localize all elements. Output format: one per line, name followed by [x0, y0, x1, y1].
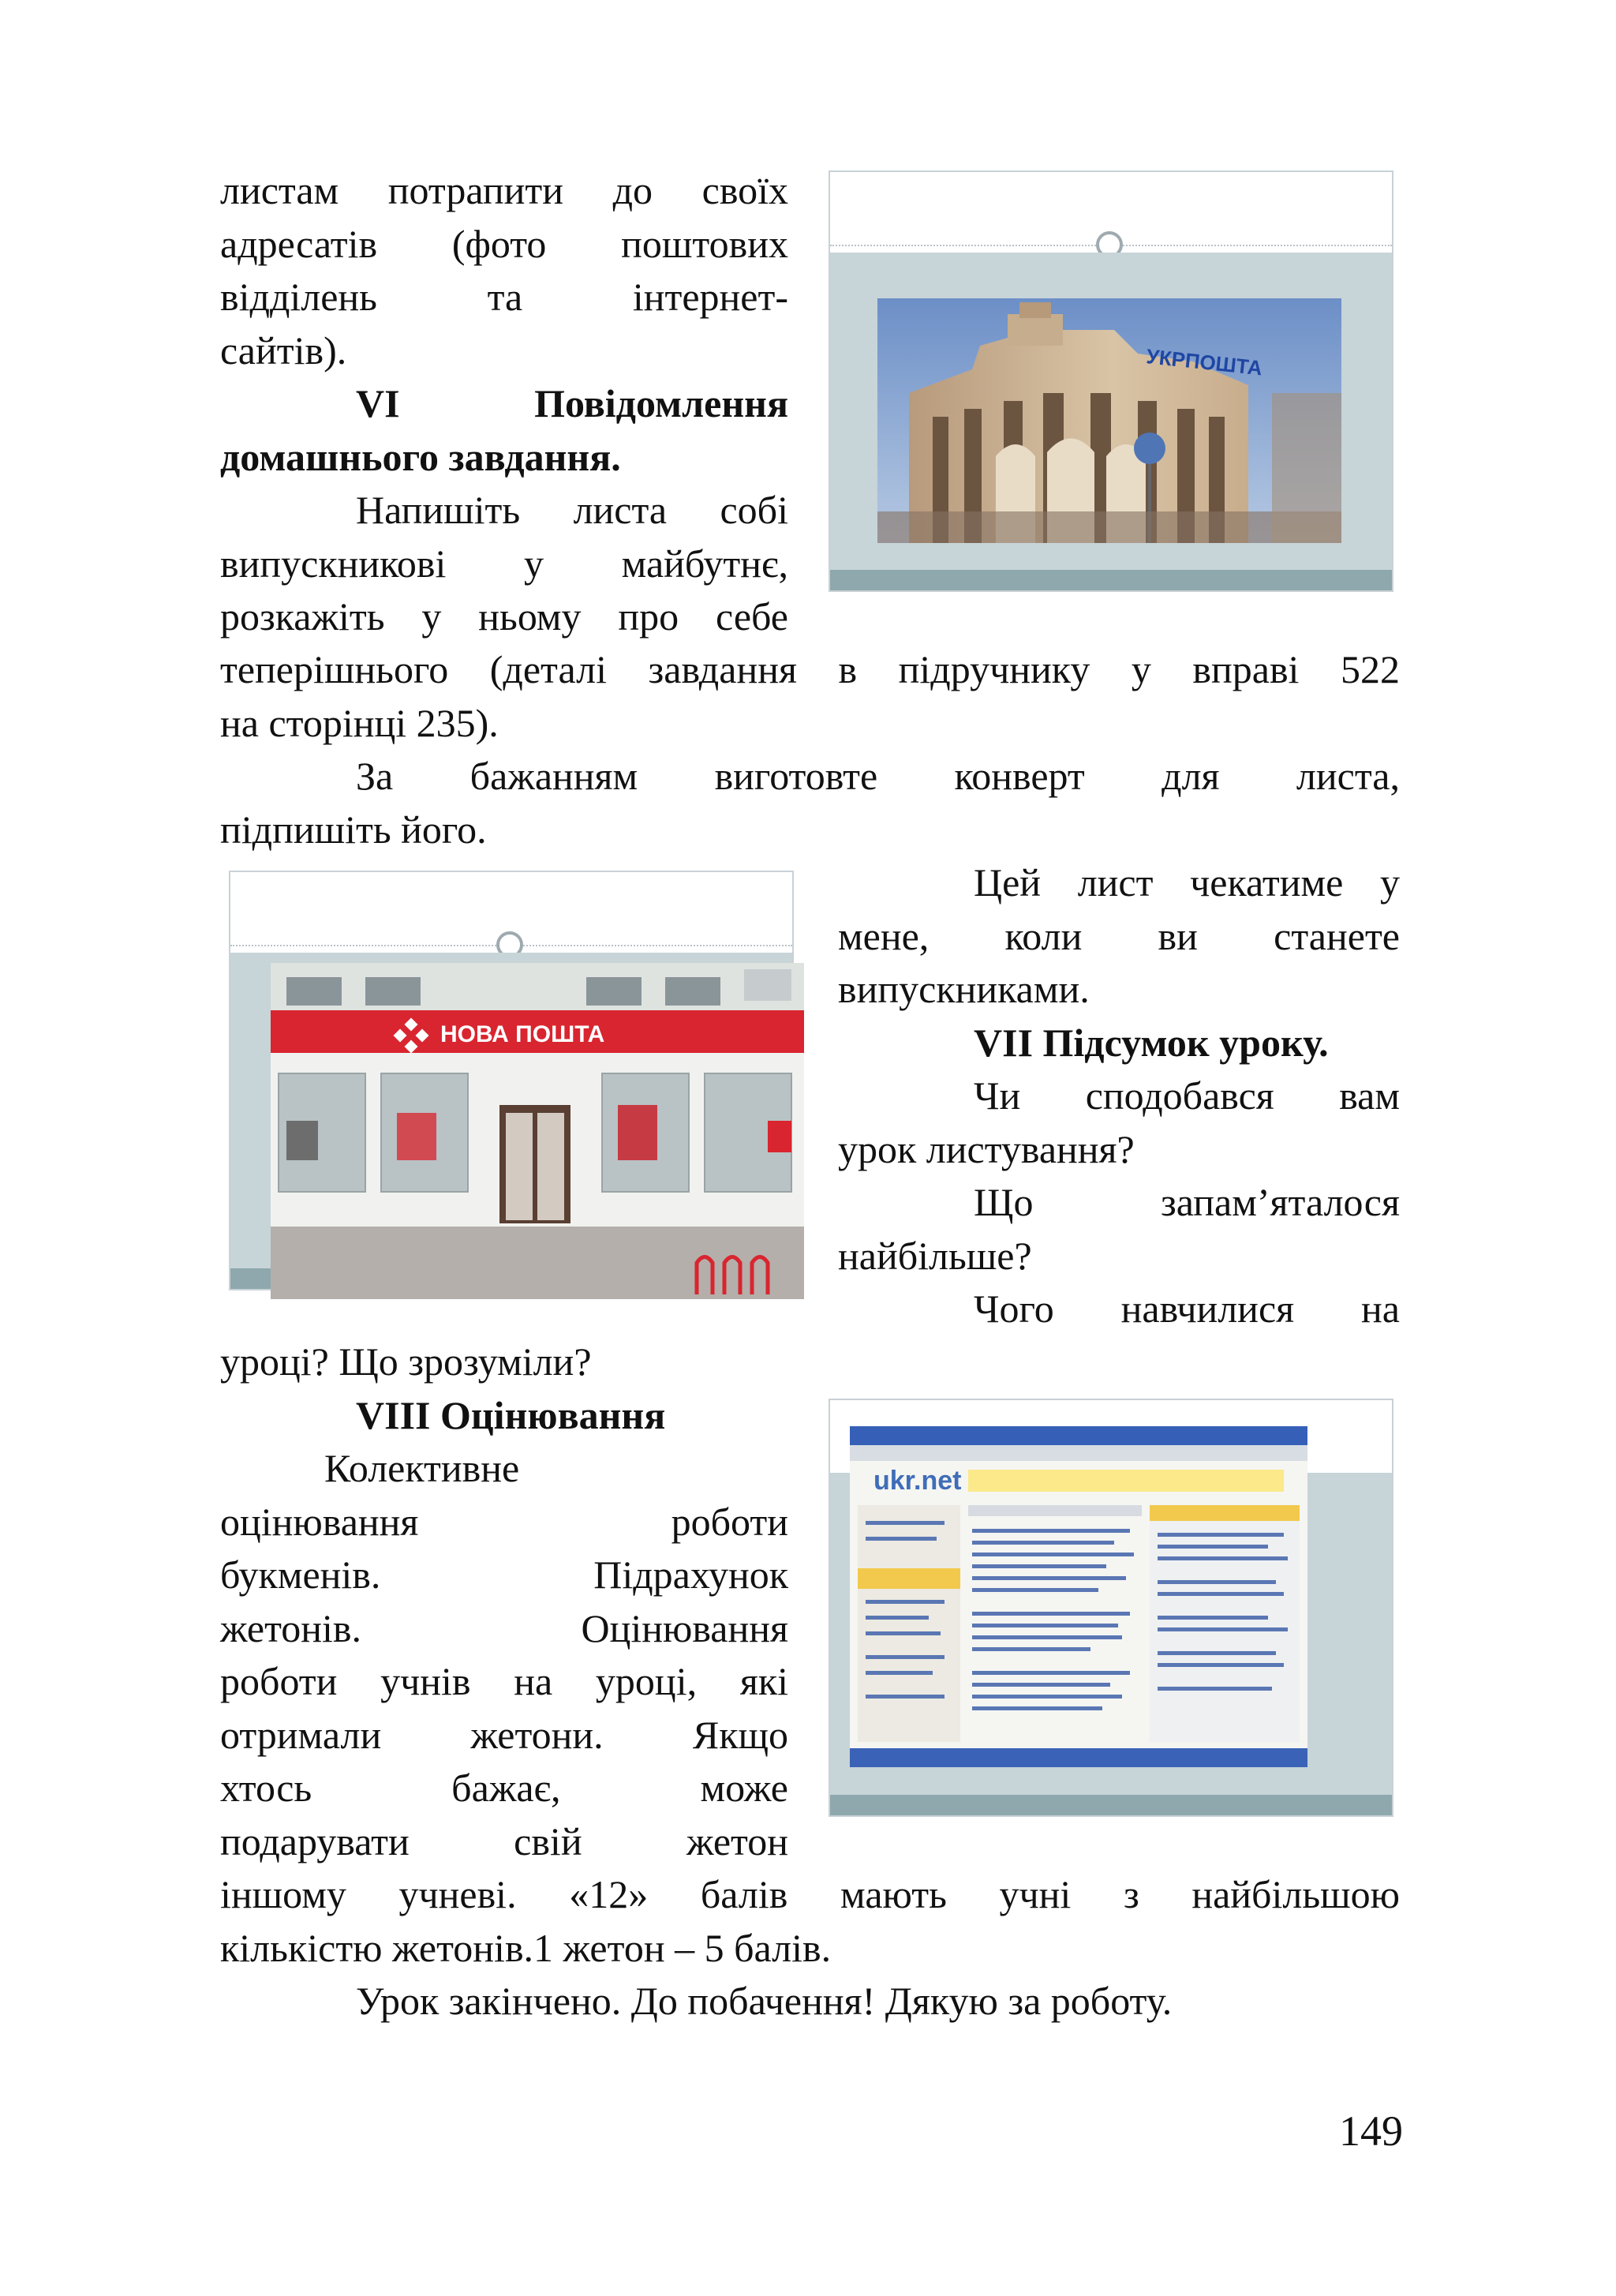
text-line: роботи учнів на уроці, які	[220, 1659, 788, 1703]
ukrposhta-photo	[877, 298, 1341, 543]
text-line: відділень та інтернет-	[220, 275, 788, 319]
ukrposhta-sign: УКРПОШТА	[1145, 344, 1264, 380]
text-line: адресатів (фото поштових	[220, 221, 788, 266]
paragraph-questions	[838, 1069, 1400, 1336]
text-line: на сторінці 235).	[220, 700, 499, 745]
paragraph-homework-cont	[220, 643, 1400, 750]
paragraph-sources	[220, 164, 788, 377]
ukrnet-screenshot	[850, 1426, 1307, 1767]
heading-line: домашнього завдання.	[220, 434, 621, 479]
heading-line: VI Повідомлення	[356, 381, 788, 425]
paragraph-assessment	[220, 1442, 788, 1868]
text-line: хтось бажає, може	[220, 1766, 788, 1810]
paragraph-letter-wait	[838, 856, 1400, 1017]
text-line: кількістю жетонів.1 жетон – 5 балів.	[220, 1925, 832, 1970]
heading-line: VII Підсумок уроку.	[974, 1021, 1329, 1065]
page-number: 149	[1339, 2107, 1403, 2155]
ukrnet-logo: ukr.net	[873, 1466, 962, 1496]
text-line: Що запам’яталося	[974, 1180, 1400, 1224]
frame-bar	[830, 1795, 1392, 1815]
photo-frame-ukrposhta	[829, 170, 1393, 592]
text-line: оцінювання роботи	[220, 1499, 788, 1544]
text-line: Напишіть листа собі	[356, 488, 788, 532]
heading-homework	[220, 377, 788, 484]
text-line: Цей лист чекатиме у	[974, 860, 1400, 905]
paragraph-assessment-cont	[220, 1868, 1400, 1975]
text-line: жетонів. Оцінювання	[220, 1605, 788, 1650]
closing-line	[220, 1975, 1400, 2028]
paragraph-envelope	[220, 750, 1400, 856]
text-line: листам потрапити до своїх	[220, 168, 788, 212]
paragraph-homework	[220, 484, 788, 644]
text-line: Урок закінчено. До побачення! Дякую за роботу.	[356, 1979, 1173, 2023]
heading-line: VIII Оцінювання	[356, 1393, 666, 1437]
text-line: Чи сподобався вам	[974, 1073, 1400, 1118]
photo-frame-ukrnet	[829, 1399, 1393, 1817]
text-line: Колективне	[324, 1446, 520, 1490]
text-line: теперішнього (деталі завдання в підручнику у вправі 522	[220, 647, 1400, 691]
text-line: урок листування?	[838, 1126, 1135, 1171]
text-line: випускникові у майбутнє,	[220, 541, 788, 586]
text-line: іншому учневі. «12» балів мають учні з найбільшою	[220, 1872, 1400, 1916]
text-line: подарувати свій жетон	[220, 1818, 788, 1863]
text-line: отримали жетони. Якщо	[220, 1712, 788, 1757]
text-line: уроці? Що зрозуміли?	[220, 1339, 592, 1384]
paragraph-questions-cont	[220, 1335, 788, 1389]
text-line: найбільше?	[838, 1233, 1032, 1278]
text-line: За бажанням виготовте конверт для листа,	[356, 754, 1400, 798]
text-line: випускниками.	[838, 967, 1090, 1011]
text-line: Чого навчилися на	[974, 1287, 1400, 1331]
text-line: мене, коли ви станете	[838, 913, 1400, 958]
text-line: сайтів).	[220, 328, 347, 373]
frame-bar	[830, 570, 1392, 590]
text-line: букменів. Підрахунок	[220, 1553, 788, 1597]
text-line: розкажіть у ньому про себе	[220, 594, 788, 639]
novaposhta-photo	[271, 963, 804, 1299]
heading-assessment	[220, 1389, 788, 1443]
heading-summary	[838, 1017, 1400, 1070]
text-line: підпишіть його.	[220, 807, 487, 852]
novaposhta-sign: НОВА ПОШТА	[440, 1021, 605, 1047]
